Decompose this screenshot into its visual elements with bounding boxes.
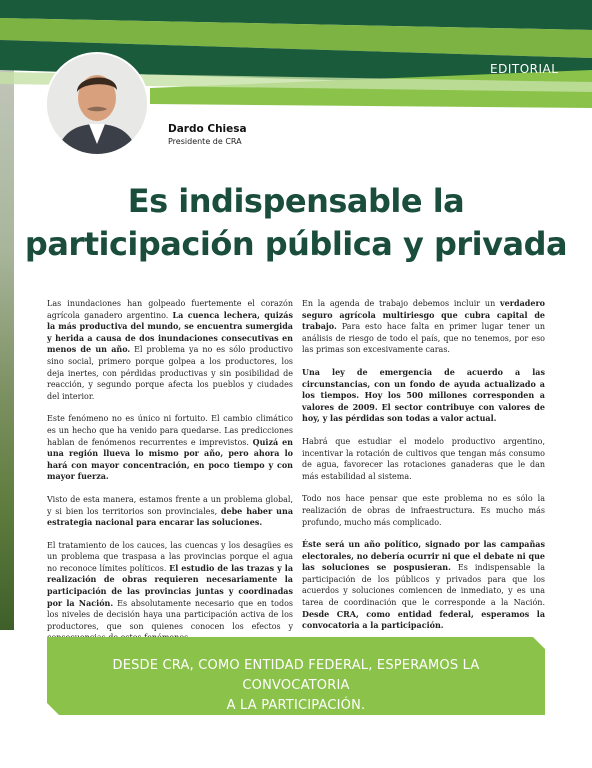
paragraph: Habrá que estudiar el modelo productivo argentino, incentivar la rotación de cultivos que tengan más consumo de agua, favorecer las rotaciones ganaderas que le dan más estabilidad al sistema. — [302, 436, 545, 481]
paragraph: Todo nos hace pensar que este problema no es sólo la realización de obras de infraestructura. Es mucho más profundo, mucho más complicado. — [302, 494, 545, 527]
paragraph: Este fenómeno no es único ni fortuito. El cambio climático es un hecho que ha venido para quedarse. Las predicciones hablan de fenómenos recurrentes e imprevistos. Quizá en una región llueva lo mismo por año, pero ahora lo hará con mayor concentración, en poco tiempo y con mayor fuerza. — [47, 414, 293, 482]
headline-line-2: participación pública y privada — [24, 225, 568, 263]
paragraph: Éste será un año político, signado por las campañas electorales, no debería ocurrir ni que el debate ni que las soluciones se pospusieran. Es indispensable la participación de los públicos y privados para que los acuerdos y soluciones comiencen de inmediato, y es una tarea de coordinación que le corresponde a la Nación. Desde CRA, como entidad federal, esperamos la convocatoria a la participación. — [302, 539, 545, 631]
author-portrait — [45, 52, 149, 156]
author-name: Dardo Chiesa — [168, 123, 247, 135]
paragraph: Las inundaciones han golpeado fuertemente el corazón agrícola ganadero argentino. La cuenca lechera, quizás la más productiva del mundo, se encuentra sumergida y herida a causa de dos inundaciones consecutivas en menos de un año. El problema ya no es sólo productivo sino social, primero porque golpea a los productores, los deja inertes, con pérdidas productivas y sin posibilidad de reacción, y segundo porque afecta los pueblos y ciudades del interior. — [47, 299, 293, 401]
pull-quote-line-2: A LA PARTICIPACIÓN. — [226, 698, 366, 713]
pull-quote — [60, 656, 532, 716]
headline — [0, 180, 592, 266]
author-role: Presidente de CRA — [168, 137, 242, 146]
article-column-right — [302, 298, 545, 643]
pull-quote-line-1: DESDE CRA, COMO ENTIDAD FEDERAL, ESPERAMOS LA CONVOCATORIA — [112, 658, 480, 693]
paragraph: El tratamiento de los cauces, las cuencas y los desagües es un problema que traspasa a las provincias porque el agua no reconoce límites políticos. El estudio de las trazas y la realización de obras requieren necesariamente la participación de las provincias juntas y coordinadas por la Nación. Es absolutamente necesario que en todos los niveles de decisión haya una participación activa de los productores, que son quienes conocen los efectos y — [47, 540, 293, 631]
section-label: EDITORIAL — [490, 62, 559, 76]
paragraph: En la agenda de trabajo debemos incluir un verdadero seguro agrícola multiriesgo que cubra capital de trabajo. Para esto hace falta en primer lugar tener un análisis de riesgo de todo el país, que no tenemos, por eso las primas son excesivamente caras. — [302, 298, 545, 355]
paragraph: Una ley de emergencia de acuerdo a las circunstancias, con un fondo de ayuda actualizado a los tiempos. Hoy los 500 millones corresponden a valores de 2009. El sector contribuye con valores de hoy, y las pérdidas son todas a valor actual. — [302, 366, 545, 424]
article-column-left — [47, 298, 293, 655]
paragraph: Visto de esta manera, estamos frente a un problema global, y si bien los territorios son provinciales, debe haber una estrategia nacional para encarar las soluciones. — [47, 494, 294, 528]
headline-line-1: Es indispensable la — [127, 182, 465, 220]
